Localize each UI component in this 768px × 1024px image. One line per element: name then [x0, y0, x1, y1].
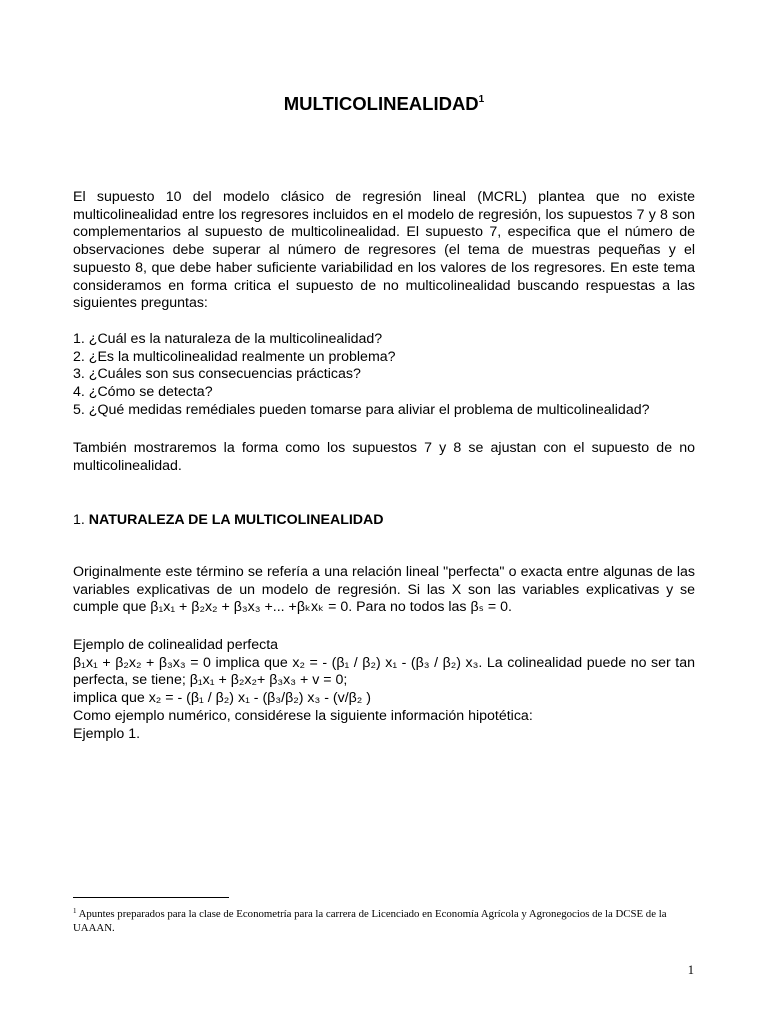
- intro-paragraph: El supuesto 10 del modelo clásico de regresión lineal (MCRL) plantea que no existe multicolinealidad entre los regresores incluidos en el modelo de regresión, los supuestos 7 y 8 son complementarios al supuesto de multicolinealidad. El supuesto 7, especifica que el número de observaciones debe superar al número de regresores (el tema de muestras pequeñas y el supuesto 8, que debe haber suficiente variabilidad en los valores de los regresores. En este tema consideramos en forma critica el supuesto de no multicolinealidad buscando respuestas a las siguientes preguntas:: [73, 189, 695, 312]
- question-item: 3. ¿Cuáles son sus consecuencias prácticas?: [73, 366, 361, 383]
- example-label: Ejemplo 1.: [73, 725, 141, 742]
- section-heading: [73, 512, 384, 528]
- question-item: 4. ¿Cómo se detecta?: [73, 384, 213, 401]
- example-intro: Como ejemplo numérico, considérese la siguiente información hipotética:: [73, 707, 533, 724]
- footnote-text: Apuntes preparados para la clase de Econometría para la carrera de Licenciado en Economía Agrícola y Agronegocios de la DCSE de la UAAAN.: [73, 908, 667, 934]
- question-item: 5. ¿Qué medidas remédiales pueden tomarse para aliviar el problema de multicolinealidad?: [73, 401, 650, 418]
- footnote-mark: 1: [73, 907, 77, 915]
- example-implication: implica que x₂ = - (β₁ / β₂) x₁ - (β₃/β₂) x₃ - (v/β₂ ): [73, 690, 371, 707]
- example-heading: Ejemplo de colinealidad perfecta: [73, 637, 279, 653]
- title-footnote-mark: 1: [478, 94, 485, 105]
- question-list: [73, 331, 695, 420]
- title-text: MULTICOLINEALIDAD: [283, 93, 479, 114]
- example-block: [73, 637, 695, 743]
- also-paragraph: También mostraremos la forma como los supuestos 7 y 8 se ajustan con el supuesto de no multicolinealidad.: [73, 440, 695, 474]
- section-title: NATURALEZA DE LA MULTICOLINEALIDAD: [88, 512, 384, 528]
- question-item: 1. ¿Cuál es la naturaleza de la multicolinealidad?: [73, 331, 383, 347]
- footnote-separator: [73, 897, 229, 898]
- example-equation: β₁x₁ + β₂x₂ + β₃x₃ = 0 implica que x₂ = - (β₁ / β₂) x₁ - (β₃ / β₂) x₃. La colinealidad puede no ser tan perfecta, se tiene; β₁x₁ + β₂x₂+ β₃x₃ + v = 0;: [73, 654, 695, 689]
- question-item: 2. ¿Es la multicolinealidad realmente un problema?: [73, 348, 396, 365]
- document-title: [0, 93, 768, 115]
- nature-paragraph: Originalmente este término se refería a una relación lineal "perfecta" o exacta entre algunas de las variables explicativas de un modelo de regresión. Si las X son las variables explicativas y se cumple que β₁x₁ + β₂x₂ + β₃x₃ +... +βₖxₖ = 0. Para no todos las βₛ = 0.: [73, 564, 695, 616]
- section-number: 1.: [73, 512, 85, 528]
- footnote: [73, 904, 695, 935]
- page-number: 1: [687, 963, 694, 977]
